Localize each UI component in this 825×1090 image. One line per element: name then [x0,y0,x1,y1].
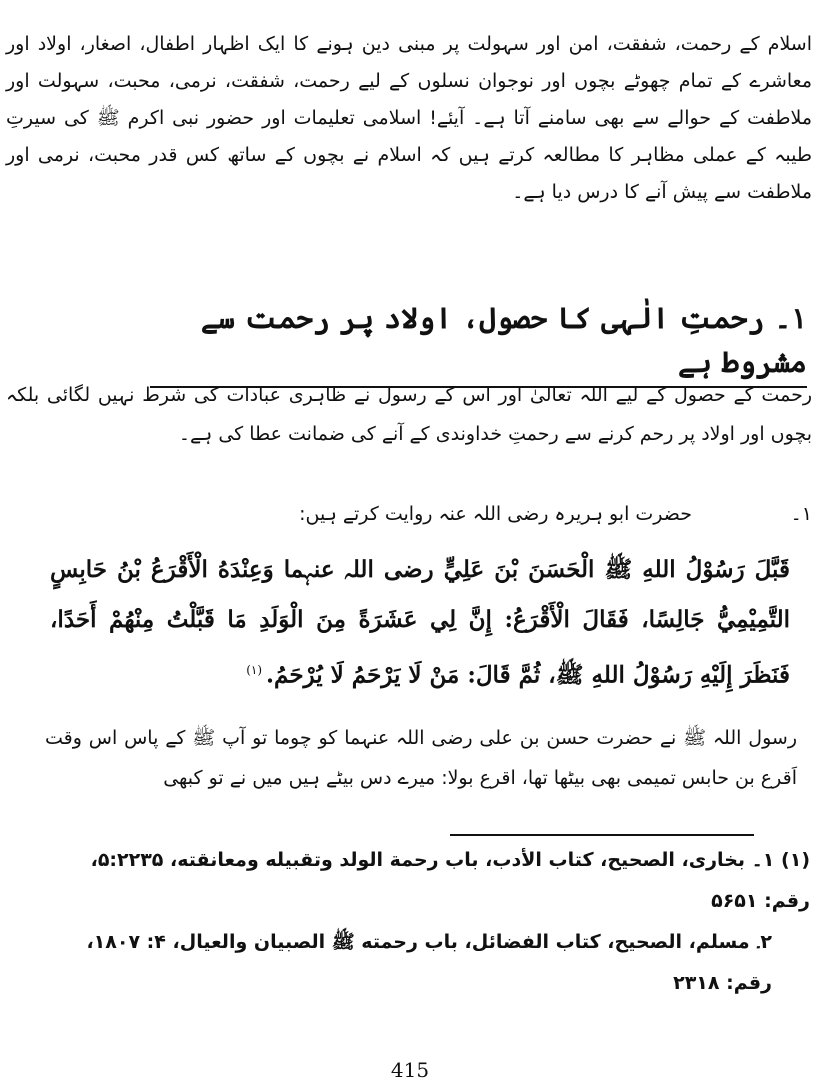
page-number: 415 [390,1058,430,1082]
hadith-translation: رسول اللہ ﷺ نے حضرت حسن بن علی رضی اللہ عنہما کو چوما تو آپ ﷺ کے پاس اس وقت اَقرع بن حابس تمیمی بھی بیٹھا تھا، اقرع بولا: میرے دس بیٹے ہیں میں نے تو کبھی [45,727,797,789]
footnote-reference[interactable]: (۱) [246,663,263,677]
arabic-hadith-text [50,545,790,701]
arabic-hadith-body: قَبَّلَ رَسُوْلُ اللهِ ﷺ الْحَسَنَ بْنَ عَلِيٍّ رضی اللہ عنہما وَعِنْدَهُ الْأَقْرَعُ بْنُ حَابِسٍ التَّمِيْمِيُّ جَالِسًا، فَقَالَ الْأَقْرَعُ: إِنَّ لِي عَشَرَةً مِنَ الْوَلَدِ مَا قَبَّلْتُ مِنْهُمْ أَحَدًا، فَنَظَرَ إِلَيْهِ رَسُوْلُ اللهِ ﷺ، ثُمَّ قَالَ: مَنْ لَا يَرْحَمُ لَا يُرْحَمُ. [50,556,790,689]
section-heading-wrap [150,296,807,388]
footnote-item: ۲۔ مسلم، الصحيح، کتاب الفضائل، باب رحمته ﷺ الصبيان والعيال، ۴: ۱۸۰۷، رقم: ۲۳۱۸ [86,931,772,994]
section-heading: ۱۔ رحمتِ الٰہی کا حصول، اولاد پر رحمت سے مشروط ہے [150,296,807,388]
footnote-item: (۱) ۱۔ بخاری، الصحيح، کتاب الأدب، باب رحمة الولد وتقبيله ومعانقته، ۵:۲۲۳۵، رقم: ۵۶۵۱ [90,849,810,912]
intro-paragraph: اسلام کے رحمت، شفقت، امن اور سہولت پر مبنی دین ہونے کا ایک اظہار اطفال، اصغار، اولاد اور معاشرے کے تمام چھوٹے بچوں اور نوجوان نسلوں کے لیے رحمت، شفقت، نرمی، محبت، سہولت اور ملاطفت کے حوالے سے بھی سامنے آتا ہے۔ آیئے! اسلامی تعلیمات اور حضور نبی اکرم ﷺ کی سیرتِ طیبہ کے عملی مظاہر کا مطالعہ کرتے ہیں کہ اسلام نے بچوں کے ساتھ کس قدر محبت، نرمی اور ملاطفت سے پیش آنے کا درس دیا ہے۔ [6,33,812,203]
footnote-divider [450,834,754,836]
hadith-narrator-intro: حضرت ابو ہریرہ رضی اللہ عنہ روایت کرتے ہیں: [299,503,692,525]
footnotes [40,840,810,1004]
hadith-number: ۱۔ [790,503,812,525]
section-paragraph: رحمت کے حصول کے لیے اللہ تعالیٰ اور اس کے رسول نے ظاہری عبادات کی شرط نہیں لگائی بلکہ بچوں اور اولاد پر رحم کرنے سے رحمتِ خداوندی کے آنے کی ضمانت عطا کی ہے۔ [6,384,812,445]
